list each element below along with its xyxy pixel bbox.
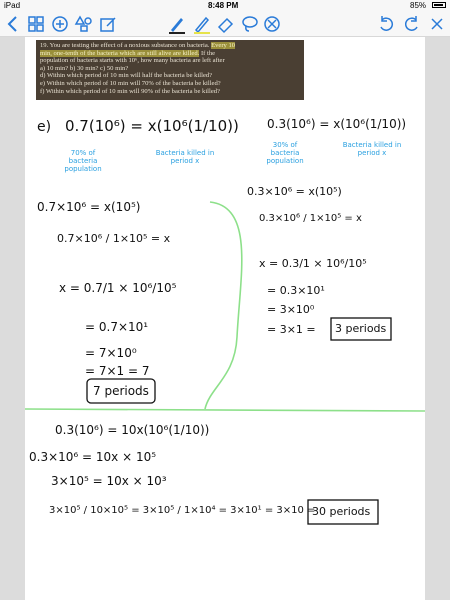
add-icon[interactable]	[50, 14, 70, 34]
close-icon[interactable]	[427, 14, 447, 34]
work-line: 0.7×10⁶ = x(10⁵)	[37, 200, 141, 214]
shapes-icon[interactable]	[74, 14, 94, 34]
work-line: = 3×10⁰	[267, 303, 315, 316]
pen-icon[interactable]	[167, 14, 187, 34]
work-line: 0.3×10⁶ / 1×10⁵ = x	[259, 213, 362, 224]
toolbar	[0, 12, 450, 37]
work-line: 0.3×10⁶ = x(10⁵)	[247, 185, 342, 198]
carrier-label: iPad	[4, 1, 21, 10]
problem-highlight: min, one-tenth of the bacteria which are still alive are killed.	[40, 49, 200, 57]
problem-line: population of bacteria starts with 10⁶, how many bacteria are left after	[40, 57, 225, 65]
answer-box: 7 periods	[93, 384, 149, 398]
highlighter-icon[interactable]	[192, 14, 212, 34]
annotation-30-percent: 30% of bacteria population	[266, 141, 304, 165]
redo-icon[interactable]	[402, 14, 422, 34]
problem-line: d) Within which period of 10 min will half the bacteria be killed?	[40, 72, 213, 80]
edit-icon[interactable]	[98, 14, 118, 34]
answer-box: 30 periods	[312, 505, 371, 518]
work-line: 3×10⁵ / 10×10⁵ = 3×10⁵ / 1×10⁴ = 3×10¹ = 3×10 =	[49, 505, 316, 516]
main-equation: 0.7(10⁶) = x(10⁶(1/10))	[65, 117, 239, 135]
annotation-killed-2: Bacteria killed in period x	[342, 141, 402, 157]
problem-line: a) 10 min? b) 30 min? c) 50 min?	[40, 64, 129, 72]
undo-icon[interactable]	[376, 14, 396, 34]
part-label: e)	[37, 119, 52, 135]
work-line: = 0.7×10¹	[85, 320, 149, 334]
problem-line: e) Within which period of 10 min will 70% of the bacteria be killed?	[40, 79, 221, 87]
work-line: 3×10⁵ = 10x × 10³	[51, 474, 167, 488]
work-line: 0.3×10⁶ = 10x × 10⁵	[29, 450, 157, 464]
problem-line: If the	[200, 49, 216, 57]
work-line: 0.7×10⁶ / 1×10⁵ = x	[57, 232, 171, 245]
work-line: x = 0.7/1 × 10⁶/10⁵	[59, 281, 177, 295]
work-line: x = 0.3/1 × 10⁶/10⁵	[259, 257, 367, 270]
thumbnails-icon[interactable]	[26, 14, 46, 34]
work-line: = 7×1 = 7	[85, 364, 150, 378]
work-line: 0.3(10⁶) = 10x(10⁶(1/10))	[55, 423, 210, 437]
back-chevron-icon[interactable]	[3, 14, 23, 34]
right-equation: 0.3(10⁶) = x(10⁶(1/10))	[267, 117, 407, 131]
answer-box: 3 periods	[335, 322, 387, 335]
work-line: = 7×10⁰	[85, 346, 137, 360]
battery-label: 85%	[410, 1, 427, 10]
annotation-70-percent: 70% of bacteria population	[64, 149, 102, 173]
eraser-icon[interactable]	[216, 14, 236, 34]
battery-icon	[432, 2, 446, 8]
notebook-page[interactable]	[25, 37, 425, 600]
shape-lasso-icon[interactable]	[262, 14, 282, 34]
clock: 8:48 PM	[208, 1, 239, 10]
annotation-killed: Bacteria killed in period x	[155, 149, 215, 165]
problem-highlight: Every 10	[211, 42, 236, 49]
lasso-icon[interactable]	[240, 14, 260, 34]
document-canvas[interactable]	[0, 37, 450, 600]
status-bar	[0, 0, 450, 12]
work-line: = 0.3×10¹	[267, 284, 325, 297]
work-line: = 3×1 =	[267, 323, 316, 336]
problem-line: 19. You are testing the effect of a noxious substance on bacteria.	[40, 42, 210, 49]
problem-line: f) Within which period of 10 min will 90% of the bacteria be killed?	[40, 87, 220, 95]
